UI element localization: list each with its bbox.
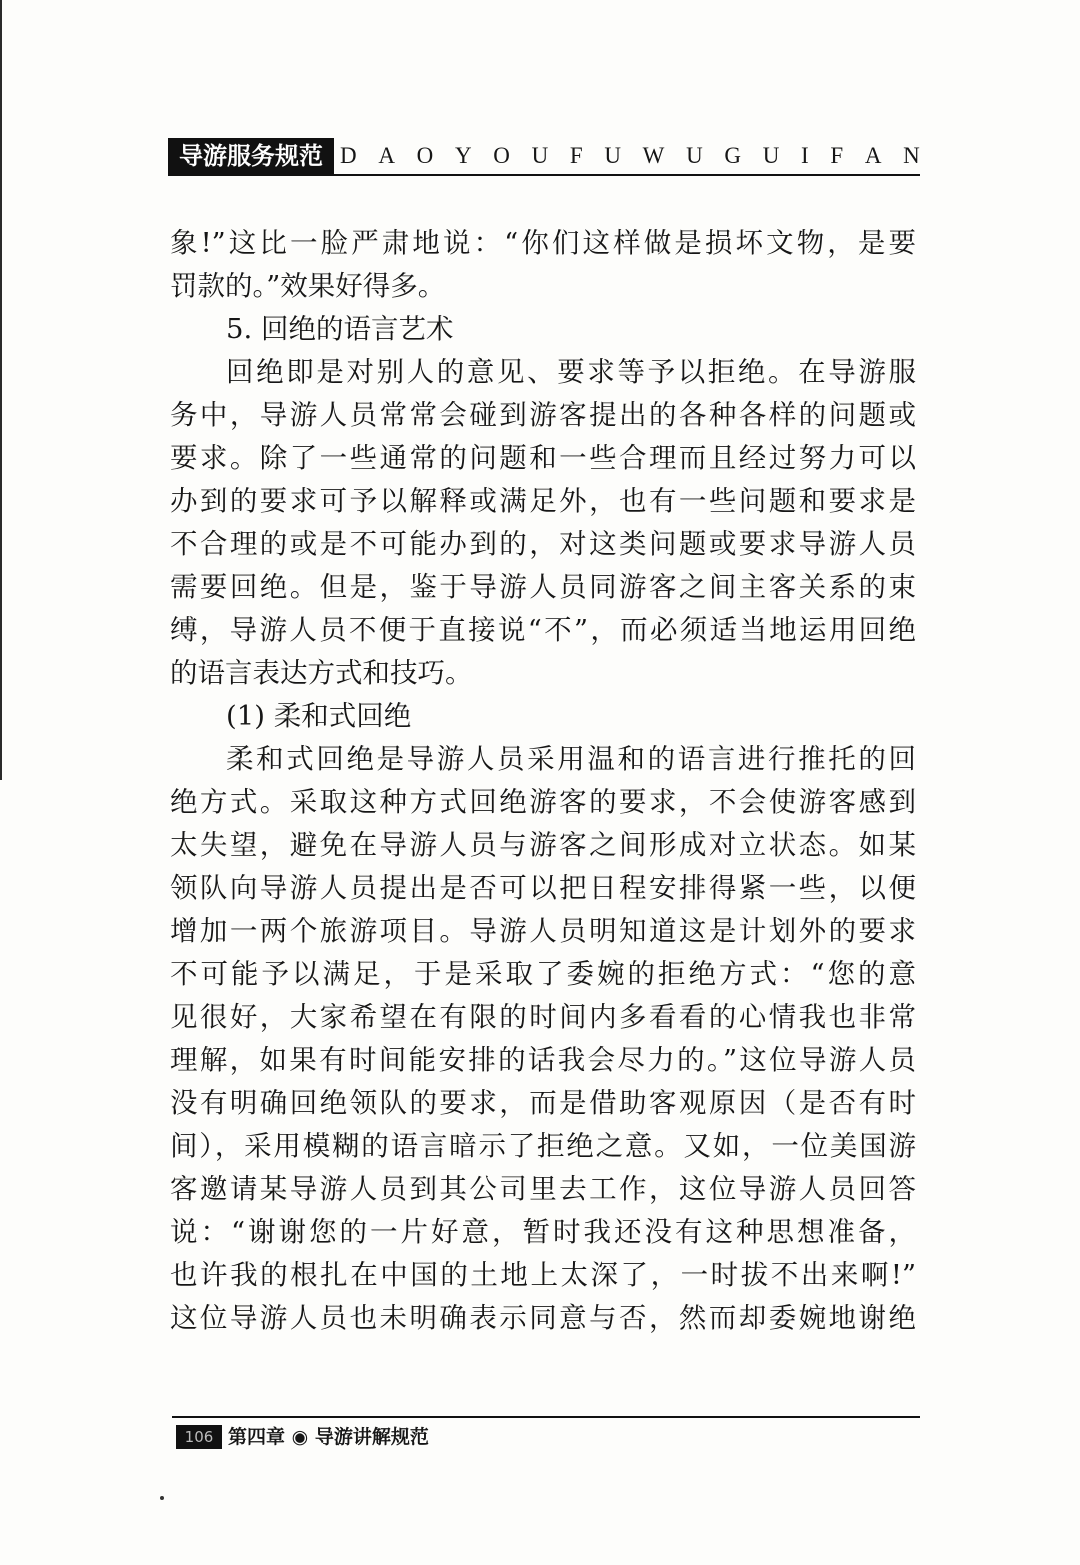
header-letter: Y	[454, 143, 472, 168]
text-line: 柔和式回绝是导游人员采用温和的语言进行推托的回	[226, 743, 916, 775]
footer-chapter-title	[228, 1423, 429, 1451]
chapter-label: 第四章	[228, 1426, 286, 1448]
text-line: 也许我的根扎在中国的土地上太深了，一时拔不出来啊!”	[170, 1259, 916, 1291]
header-letter: F	[830, 143, 844, 168]
header-letter: U	[531, 143, 549, 168]
header-letter: N	[903, 143, 920, 168]
header-rule	[168, 174, 920, 176]
header-title: 导游服务规范	[168, 138, 334, 174]
header-letter: A	[864, 143, 882, 168]
text-line: 需要回绝。但是，鉴于导游人员同游客之间主客关系的束	[170, 571, 916, 603]
header-letter: U	[762, 143, 780, 168]
text-line: 太失望，避免在导游人员与游客之间形成对立状态。如某	[170, 829, 916, 861]
header-letter: D	[340, 143, 357, 168]
text-line: 罚款的。”效果好得多。	[170, 270, 446, 302]
page-edge-shadow	[0, 0, 2, 780]
section-heading: 5. 回绝的语言艺术	[226, 313, 454, 345]
text-line: 不合理的或是不可能办到的，对这类问题或要求导游人员	[170, 528, 916, 560]
text-line: 不可能予以满足，于是采取了委婉的拒绝方式：“您的意	[170, 958, 916, 990]
header-letter: U	[604, 143, 621, 168]
section-label: 导游讲解规范	[314, 1426, 429, 1448]
text-line: 回绝即是对别人的意见、要求等予以拒绝。在导游服	[226, 356, 916, 388]
text-line: 办到的要求可予以解释或满足外，也有一些问题和要求是	[170, 485, 916, 517]
text-line: 见很好，大家希望在有限的时间内多看看的心情我也非常	[170, 1001, 916, 1033]
running-footer	[172, 1416, 920, 1456]
header-letter: W	[642, 143, 665, 168]
header-letter: U	[686, 143, 703, 168]
text-line: 务中，导游人员常常会碰到游客提出的各种各样的问题或	[170, 399, 916, 431]
text-line: 没有明确回绝领队的要求，而是借助客观原因（是否有时	[170, 1087, 916, 1119]
footer-rule	[172, 1416, 920, 1418]
text-line: 绝方式。采取这种方式回绝游客的要求，不会使游客感到	[170, 786, 916, 818]
text-line: 的语言表达方式和技巧。	[170, 657, 473, 689]
header-letter: I	[801, 143, 809, 168]
body-text	[170, 222, 916, 1340]
text-line: 领队向导游人员提出是否可以把日程安排得紧一些，以便	[170, 872, 916, 904]
text-line: 增加一两个旅游项目。导游人员明知道这是计划外的要求	[170, 915, 916, 947]
text-line: 要求。除了一些通常的问题和一些合理而且经过努力可以	[170, 442, 916, 474]
header-letter: G	[724, 143, 742, 168]
header-letter: A	[378, 143, 395, 168]
text-line: 间），采用模糊的语言暗示了拒绝之意。又如，一位美国游	[170, 1130, 916, 1162]
header-pinyin	[340, 142, 920, 170]
text-line: 理解，如果有时间能安排的话我会尽力的。”这位导游人员	[170, 1044, 916, 1076]
subsection-heading: (1) 柔和式回绝	[226, 700, 412, 732]
text-line: 说：“谢谢您的一片好意，暂时我还没有这种思想准备，	[170, 1216, 916, 1248]
text-line: 缚，导游人员不便于直接说“不”，而必须适当地运用回绝	[170, 614, 916, 646]
header-letter: O	[416, 143, 434, 168]
header-letter: F	[569, 143, 583, 168]
text-line: 象!”这比一脸严肃地说：“你们这样做是损坏文物，是要	[170, 227, 916, 259]
text-line: 这位导游人员也未明确表示同意与否，然而却委婉地谢绝	[170, 1302, 916, 1334]
scan-speck	[160, 1496, 164, 1500]
bullet-icon: ◉	[291, 1426, 309, 1448]
running-header	[168, 138, 920, 176]
text-line: 客邀请某导游人员到其公司里去工作，这位导游人员回答	[170, 1173, 916, 1205]
page-number: 106	[176, 1425, 222, 1449]
header-letter: O	[493, 143, 510, 168]
